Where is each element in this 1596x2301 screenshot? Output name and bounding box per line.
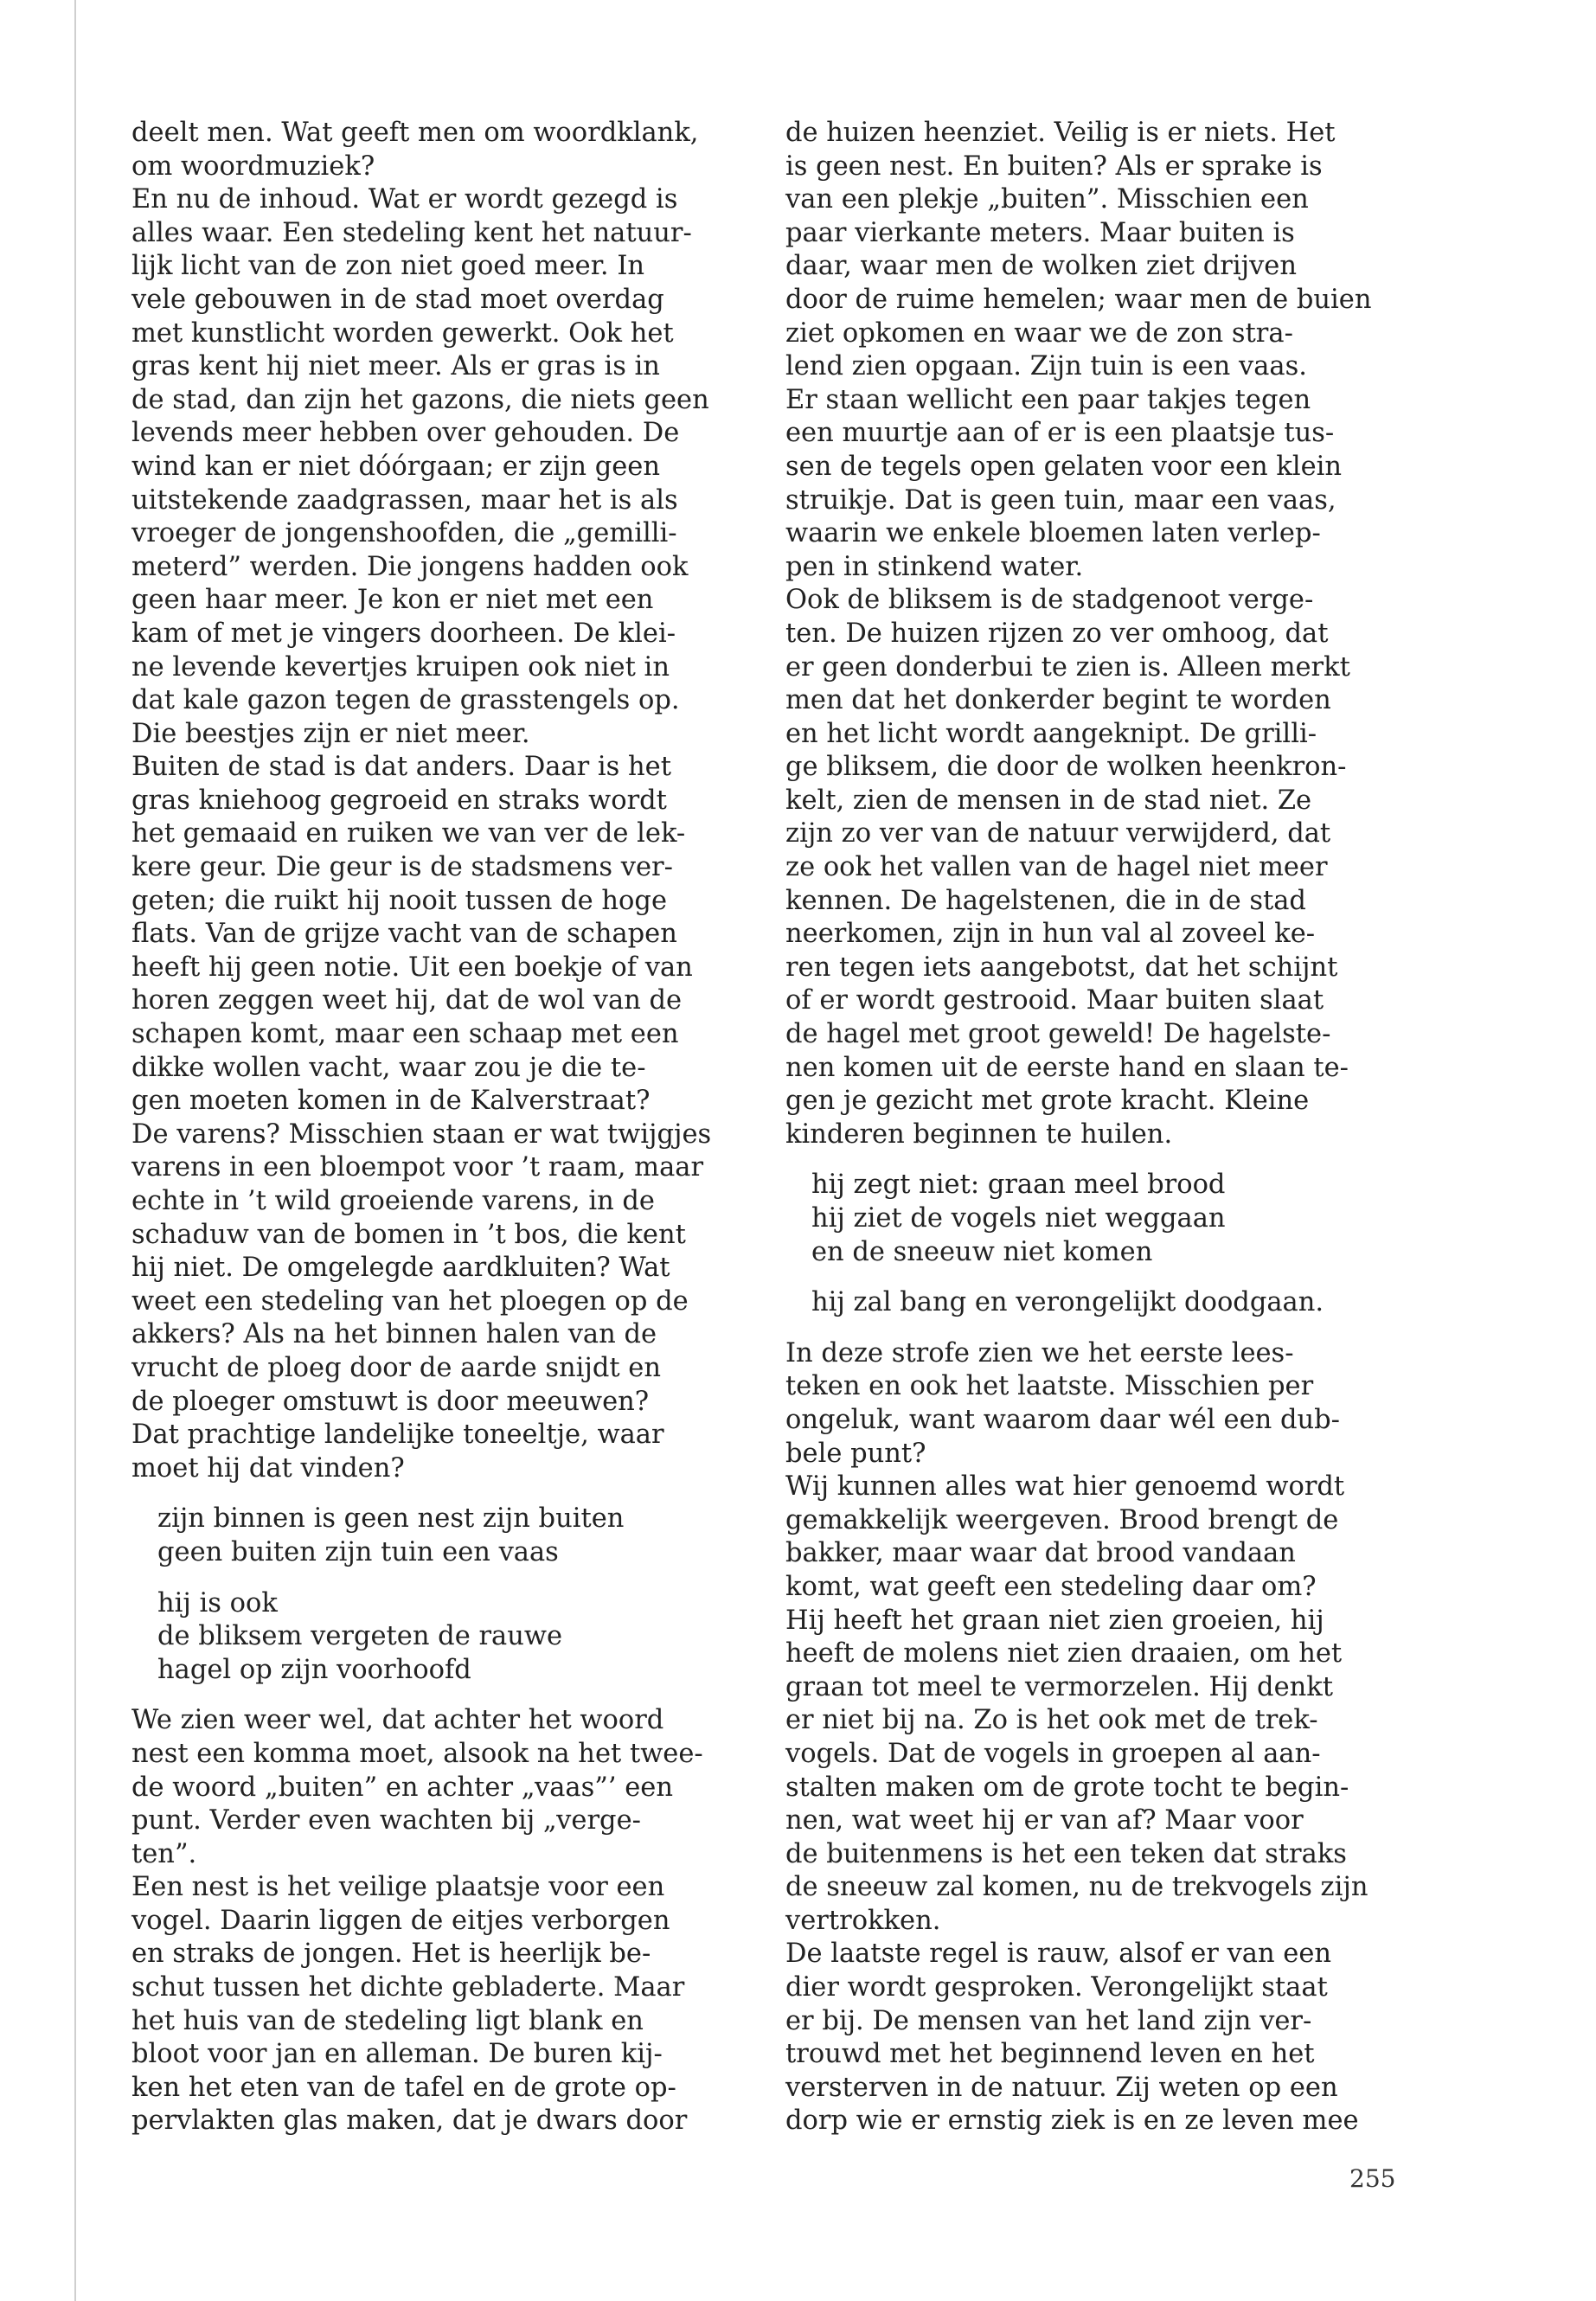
text-line: vogel. Daarin liggen de eitjes verborgen bbox=[131, 1905, 670, 1936]
text-line: weet een stedeling van het ploegen op de bbox=[131, 1285, 689, 1317]
text-line: vogels. Dat de vogels in groepen al aan- bbox=[785, 1738, 1321, 1769]
text-line: vrucht de ploeg door de aarde snijdt en bbox=[131, 1352, 661, 1383]
text-line: er bij. De mensen van het land zijn ver- bbox=[785, 2005, 1312, 2036]
text-line: Dat prachtige landelijke toneeltje, waar bbox=[131, 1420, 664, 1451]
text-line: punt. Verder even wachten bij „verge- bbox=[131, 1805, 641, 1836]
text-line: lend zien opgaan. Zijn tuin is een vaas. bbox=[785, 351, 1307, 382]
text-line: gras kniehoog gegroeid en straks wordt bbox=[131, 785, 667, 816]
text-line: Die beestjes zijn er niet meer. bbox=[131, 718, 530, 749]
text-line: moet hij dat vinden? bbox=[131, 1452, 405, 1484]
text-line: ten. De huizen rijzen zo ver omhoog, dat bbox=[785, 618, 1329, 649]
text-line: vroeger de jongenshoofden, die „gemilli- bbox=[131, 518, 677, 549]
text-line: en straks de jongen. Het is heerlijk be- bbox=[131, 1939, 651, 1970]
text-line: geen haar meer. Je kon er niet met een bbox=[131, 585, 654, 616]
text-line: Wij kunnen alles wat hier genoemd wordt bbox=[785, 1471, 1345, 1503]
scan-edge-line bbox=[74, 0, 76, 2301]
text-line: schut tussen het dichte gebladerte. Maar bbox=[131, 1972, 685, 2003]
text-line: ge bliksem, die door de wolken heenkron- bbox=[785, 752, 1347, 783]
text-line: levends meer hebben over gehouden. De bbox=[131, 418, 680, 449]
text-line: ten”. bbox=[131, 1838, 197, 1869]
right-poem-stanza-2 bbox=[785, 1286, 1408, 1320]
text-line: graan tot meel te vermorzelen. Hij denkt bbox=[785, 1671, 1333, 1702]
text-line: horen zeggen weet hij, dat de wol van de bbox=[131, 985, 683, 1016]
text-line: vele gebouwen in de stad moet overdag bbox=[131, 284, 664, 315]
text-line: De laatste regel is rauw, alsof er van een bbox=[785, 1939, 1332, 1970]
text-line: ziet opkomen en waar we de zon stra- bbox=[785, 317, 1293, 349]
text-line: We zien weer wel, dat achter het woord bbox=[131, 1705, 664, 1736]
text-line: komt, wat geeft een stedeling daar om? bbox=[785, 1571, 1317, 1602]
text-line: men dat het donkerder begint te worden bbox=[785, 685, 1331, 716]
text-line: kennen. De hagelstenen, die in de stad bbox=[785, 885, 1306, 916]
text-line: bakker, maar waar dat brood vandaan bbox=[785, 1538, 1296, 1569]
text-line: gen moeten komen in de Kalverstraat? bbox=[131, 1086, 651, 1117]
text-line: dat kale gazon tegen de grasstengels op. bbox=[131, 685, 680, 716]
text-line: bele punt? bbox=[785, 1438, 926, 1469]
poem-line: hagel op zijn voorhoofd bbox=[157, 1654, 471, 1685]
text-line: lijk licht van de zon niet goed meer. In bbox=[131, 251, 645, 282]
text-line: de huizen heenziet. Veilig is er niets. Het bbox=[785, 118, 1336, 148]
text-line: en het licht wordt aangeknipt. De grilli- bbox=[785, 718, 1317, 749]
text-line: neerkomen, zijn in hun val al zoveel ke- bbox=[785, 919, 1316, 950]
text-line: heeft de molens niet zien draaien, om het bbox=[785, 1638, 1343, 1670]
left-prose-block-1 bbox=[131, 117, 754, 1485]
text-line: het gemaaid en ruiken we van ver de lek- bbox=[131, 818, 686, 849]
text-line: er niet bij na. Zo is het ook met de trek- bbox=[785, 1705, 1318, 1736]
poem-line: geen buiten zijn tuin een vaas bbox=[157, 1536, 559, 1567]
poem-line: de bliksem vergeten de rauwe bbox=[157, 1621, 563, 1652]
text-line: pen in stinkend water. bbox=[785, 551, 1084, 582]
text-line: geten; die ruikt hij nooit tussen de hoge bbox=[131, 885, 667, 916]
text-line: dier wordt gesproken. Verongelijkt staat bbox=[785, 1972, 1328, 2003]
text-line: gen je gezicht met grote kracht. Kleine bbox=[785, 1086, 1310, 1117]
text-line: de woord „buiten” en achter „vaas”’ een bbox=[131, 1772, 673, 1803]
text-line: echte in ’t wild groeiende varens, in de bbox=[131, 1186, 655, 1216]
spacer bbox=[131, 1485, 754, 1503]
left-poem-stanza-2 bbox=[131, 1587, 754, 1688]
text-line: versterven in de natuur. Zij weten op een bbox=[785, 2072, 1338, 2103]
text-line: ne levende kevertjes kruipen ook niet in bbox=[131, 651, 670, 683]
text-line: de buitenmens is het een teken dat straks bbox=[785, 1838, 1347, 1869]
text-line: sen de tegels open gelaten voor een klein bbox=[785, 451, 1343, 482]
text-line: zijn zo ver van de natuur verwijderd, dat bbox=[785, 818, 1331, 849]
right-prose-block-2 bbox=[785, 1337, 1408, 2138]
text-line: bloot voor jan en alleman. De buren kij- bbox=[131, 2039, 663, 2070]
spacer bbox=[131, 1570, 754, 1587]
text-line: vertrokken. bbox=[785, 1905, 941, 1936]
text-line: Er staan wellicht een paar takjes tegen bbox=[785, 384, 1311, 415]
text-line: waarin we enkele bloemen laten verlep- bbox=[785, 518, 1321, 549]
poem-line: zijn binnen is geen nest zijn buiten bbox=[157, 1503, 625, 1535]
poem-line: hij ziet de vogels niet weggaan bbox=[811, 1203, 1226, 1234]
text-line: een muurtje aan of er is een plaatsje tus- bbox=[785, 418, 1335, 449]
text-line: ken het eten van de tafel en de grote op- bbox=[131, 2072, 676, 2103]
text-line: is geen nest. En buiten? Als er sprake is bbox=[785, 151, 1323, 182]
text-line: gemakkelijk weergeven. Brood brengt de bbox=[785, 1504, 1339, 1535]
poem-line: hij zal bang en verongelijkt doodgaan. bbox=[811, 1287, 1324, 1318]
right-column bbox=[785, 117, 1408, 2138]
text-line: Buiten de stad is dat anders. Daar is het bbox=[131, 752, 671, 783]
text-line: er geen donderbui te zien is. Alleen merkt bbox=[785, 651, 1350, 683]
text-line: daar, waar men de wolken ziet drijven bbox=[785, 251, 1297, 282]
text-line: kere geur. Die geur is de stadsmens ver- bbox=[131, 852, 673, 883]
text-line: de stad, dan zijn het gazons, die niets geen bbox=[131, 384, 709, 415]
spacer bbox=[785, 1269, 1408, 1286]
text-line: van een plekje „buiten”. Misschien een bbox=[785, 184, 1309, 215]
left-poem-stanza-1 bbox=[131, 1503, 754, 1569]
text-line: ze ook het vallen van de hagel niet meer bbox=[785, 852, 1328, 883]
left-prose-block-2 bbox=[131, 1704, 754, 2138]
text-line: teken en ook het laatste. Misschien per bbox=[785, 1371, 1314, 1402]
text-line: Een nest is het veilige plaatsje voor een bbox=[131, 1872, 665, 1903]
text-line: uitstekende zaadgrassen, maar het is als bbox=[131, 484, 678, 516]
spacer bbox=[131, 1687, 754, 1704]
text-line: dorp wie er ernstig ziek is en ze leven mee bbox=[785, 2106, 1359, 2137]
text-line: Hij heeft het graan niet zien groeien, hij bbox=[785, 1605, 1324, 1636]
text-line: struikje. Dat is geen tuin, maar een vaas, bbox=[785, 484, 1336, 516]
text-line: paar vierkante meters. Maar buiten is bbox=[785, 217, 1295, 248]
poem-line: hij is ook bbox=[157, 1587, 278, 1618]
text-line: meterd” werden. Die jongens hadden ook bbox=[131, 551, 689, 582]
text-line: dikke wollen vacht, waar zou je die te- bbox=[131, 1052, 646, 1083]
poem-line: en de sneeuw niet komen bbox=[811, 1236, 1153, 1267]
spacer bbox=[785, 1151, 1408, 1169]
text-line: het huis van de stedeling ligt blank en bbox=[131, 2005, 644, 2036]
right-poem-stanza-1 bbox=[785, 1169, 1408, 1269]
text-line: trouwd met het beginnend leven en het bbox=[785, 2039, 1315, 2070]
text-line: kam of met je vingers doorheen. De klei- bbox=[131, 618, 676, 649]
text-line: alles waar. Een stedeling kent het natuur- bbox=[131, 217, 692, 248]
text-line: door de ruime hemelen; waar men de buien bbox=[785, 284, 1372, 315]
right-prose-block-1 bbox=[785, 117, 1408, 1151]
text-line: ren tegen iets aangebotst, dat het schijnt bbox=[785, 952, 1338, 983]
text-line: En nu de inhoud. Wat er wordt gezegd is bbox=[131, 184, 678, 215]
text-line: nen, wat weet hij er van af? Maar voor bbox=[785, 1805, 1304, 1836]
text-line: akkers? Als na het binnen halen van de bbox=[131, 1319, 657, 1350]
text-line: schaduw van de bomen in ’t bos, die kent bbox=[131, 1219, 686, 1250]
text-line: pervlakten glas maken, dat je dwars door bbox=[131, 2106, 688, 2137]
poem-line: hij zegt niet: graan meel brood bbox=[811, 1170, 1226, 1201]
text-line: flats. Van de grijze vacht van de schapen bbox=[131, 919, 677, 950]
text-line: kinderen beginnen te huilen. bbox=[785, 1118, 1173, 1150]
text-line: heeft hij geen notie. Uit een boekje of van bbox=[131, 952, 693, 983]
text-line: om woordmuziek? bbox=[131, 151, 375, 182]
text-line: schapen komt, maar een schaap met een bbox=[131, 1019, 679, 1050]
text-line: deelt men. Wat geeft men om woordklank, bbox=[131, 118, 699, 148]
text-line: de sneeuw zal komen, nu de trekvogels zijn bbox=[785, 1872, 1368, 1903]
text-line: hij niet. De omgelegde aardkluiten? Wat bbox=[131, 1253, 670, 1284]
text-line: varens in een bloempot voor ’t raam, maar bbox=[131, 1152, 704, 1183]
page-number: 255 bbox=[1349, 2164, 1396, 2193]
text-line: In deze strofe zien we het eerste lees- bbox=[785, 1337, 1294, 1368]
text-line: ongeluk, want waarom daar wél een dub- bbox=[785, 1404, 1340, 1435]
spacer bbox=[785, 1320, 1408, 1337]
text-line: de hagel met groot geweld! De hagelste- bbox=[785, 1019, 1331, 1050]
text-line: de ploeger omstuwt is door meeuwen? bbox=[131, 1386, 650, 1417]
text-line: Ook de bliksem is de stadgenoot verge- bbox=[785, 585, 1314, 616]
text-line: of er wordt gestrooid. Maar buiten slaat bbox=[785, 985, 1324, 1016]
text-line: kelt, zien de mensen in de stad niet. Ze bbox=[785, 785, 1312, 816]
text-line: De varens? Misschien staan er wat twijgjes bbox=[131, 1118, 712, 1150]
left-column bbox=[131, 117, 754, 2138]
text-line: met kunstlicht worden gewerkt. Ook het bbox=[131, 317, 674, 349]
text-line: wind kan er niet dóórgaan; er zijn geen bbox=[131, 451, 660, 482]
text-line: nest een komma moet, alsook na het twee- bbox=[131, 1738, 703, 1769]
text-line: stalten maken om de grote tocht te begin- bbox=[785, 1772, 1349, 1803]
text-line: gras kent hij niet meer. Als er gras is in bbox=[131, 351, 660, 382]
text-line: nen komen uit de eerste hand en slaan te- bbox=[785, 1052, 1349, 1083]
